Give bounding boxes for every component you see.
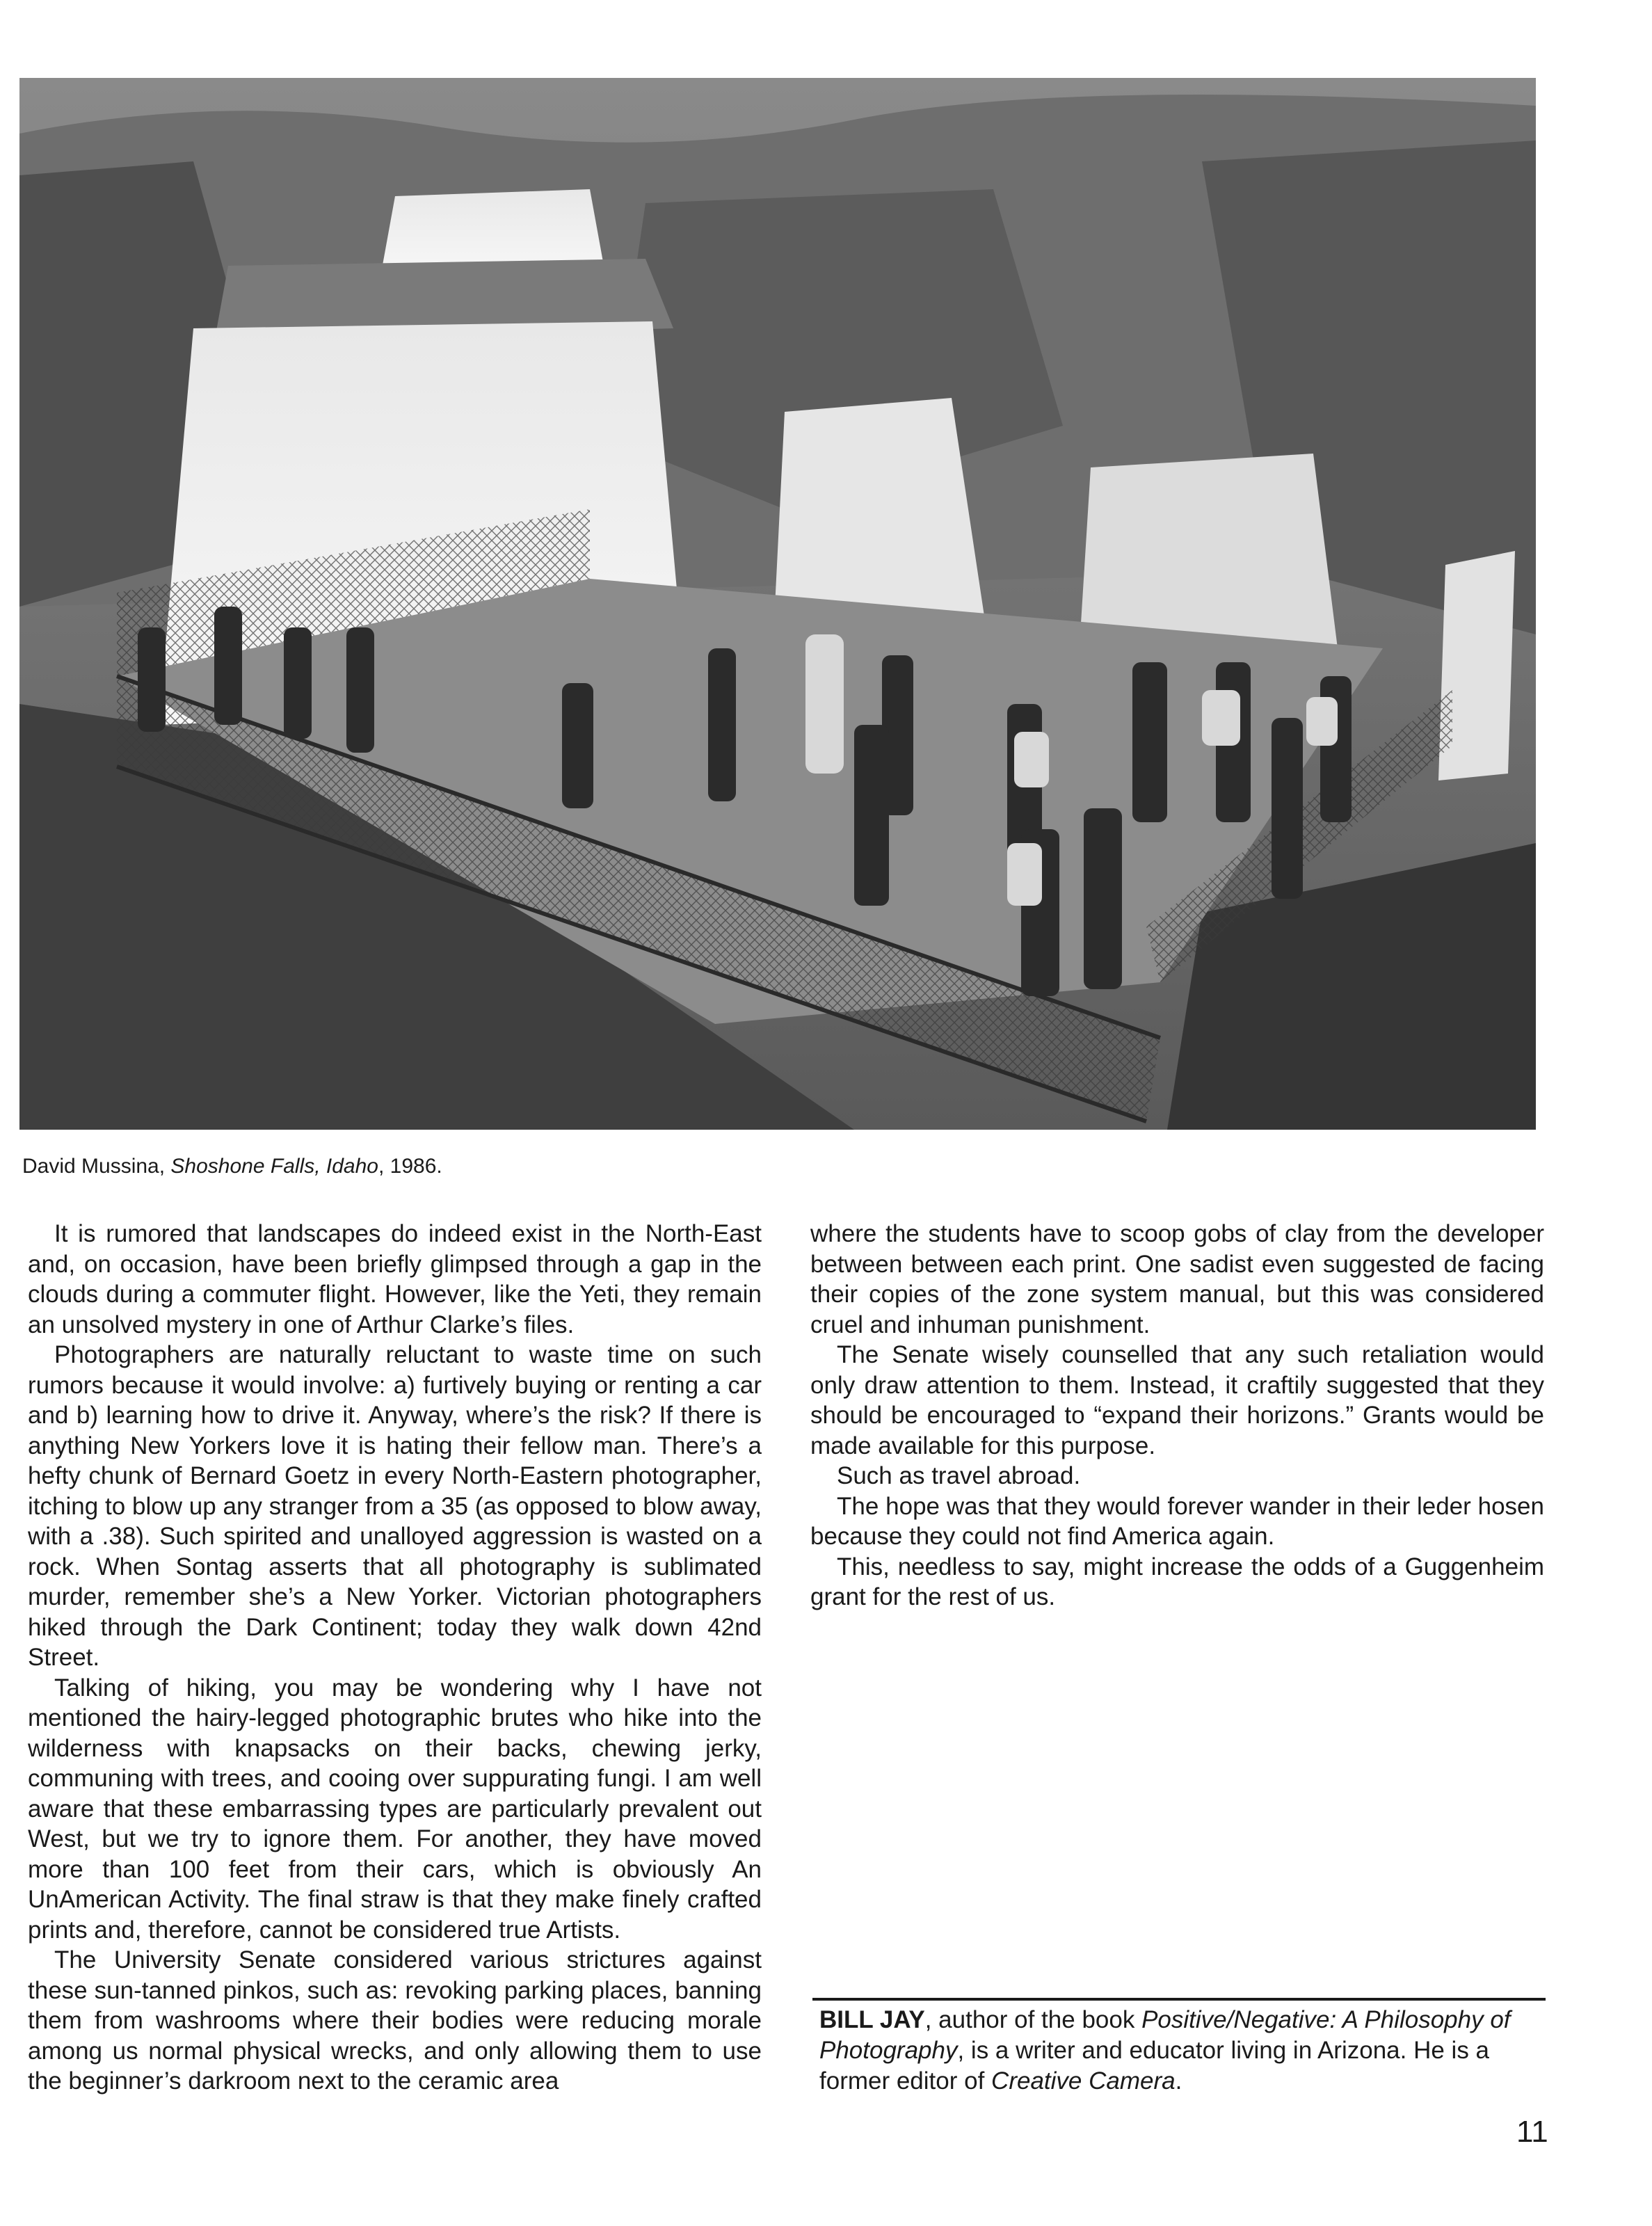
photo-caption — [22, 1155, 442, 1178]
paragraph: Such as travel abroad. — [837, 1462, 1081, 1489]
paragraph: This, needless to say, might increase the odds of a Guggenheim grant for the rest of us. — [810, 1553, 1544, 1610]
book-title: Positive/Negative: A Philosophy of Photography — [819, 2006, 1511, 2064]
paragraph: Talking of hiking, you may be wondering why I have not mentioned the hairy-legged photographic brutes who hike into the wilderness with knapsacks on their backs, chewing jerky, communing with trees, and cooing over suppurating fungi. I am well aware that these embarrassing types are particularly prevalent out West, but we try to ignore them. For another, they have moved more than 100 feet from their cars, which is obviously An UnAmerican Activity. The final straw is that they make finely crafted prints and, therefore, cannot be considered true Artists. — [28, 1674, 762, 1944]
caption-title: Shoshone Falls, Idaho — [170, 1155, 378, 1178]
bio-text-1: , author of the book — [924, 2006, 1142, 2033]
paragraph: where the students have to scoop gobs of clay from the developer between between each print. One sadist even suggested de facing their copies of the zone system manual, but this was considered cruel and inhuman punishment. — [810, 1220, 1544, 1338]
page-number: 11 — [1516, 2115, 1548, 2149]
article-column-left — [28, 1219, 762, 2097]
paragraph: The University Senate considered various strictures against these sun-tanned pinkos, such as: revoking parking places, banning them from washrooms where their bodies were reducing morale among us normal physical wrecks, and only allowing them to use the beginner’s darkroom next to the ceramic area — [28, 1946, 762, 2095]
waterfall-photo — [19, 78, 1536, 1130]
magazine-title: Creative Camera — [991, 2067, 1176, 2095]
article-column-right — [810, 1219, 1544, 1612]
paragraph: The hope was that they would forever wander in their leder hosen because they could not find America again. — [810, 1492, 1544, 1550]
waterfall-overlook-photo-icon — [19, 78, 1536, 1130]
paragraph: The Senate wisely counselled that any such retaliation would only draw attention to them. Instead, it craftily suggested that they should be encouraged to “expand their horizons.” Grants would be made available for this purpose. — [810, 1341, 1544, 1459]
paragraph: It is rumored that landscapes do indeed exist in the North-East and, on occasion, have been briefly glimpsed through a gap in the clouds during a commuter flight. However, like the Yeti, they remain an unsolved mystery in one of Arthur Clarke’s files. — [28, 1220, 762, 1338]
bio-text-3: . — [1175, 2067, 1182, 2095]
bio-divider — [812, 1998, 1546, 2001]
author-bio — [819, 2005, 1546, 2097]
bio-text-2: , is a writer and educator living in Arizona. He is a former editor of — [819, 2037, 1490, 2095]
author-name: BILL JAY — [819, 2006, 925, 2033]
paragraph: Photographers are naturally reluctant to waste time on such rumors because it would involve: a) furtively buying or renting a car and b) learning how to drive it. Anyway, where’s the risk? If there is anything New Yorkers love it is hating their fellow man. There’s a hefty chunk of Bernard Goetz in every North-Eastern photographer, itching to blow up any stranger from a 35 (as opposed to blow away, with a .38). Such spirited and unalloyed aggression is wasted on a rock. When Sontag asserts that all photography is sublimated murder, remember she’s a New Yorker. Victorian photographers hiked through the Dark Continent; today they walk down 42nd Street. — [28, 1341, 762, 1671]
caption-photographer: David Mussina, — [22, 1155, 166, 1178]
caption-year: , 1986. — [378, 1155, 442, 1178]
